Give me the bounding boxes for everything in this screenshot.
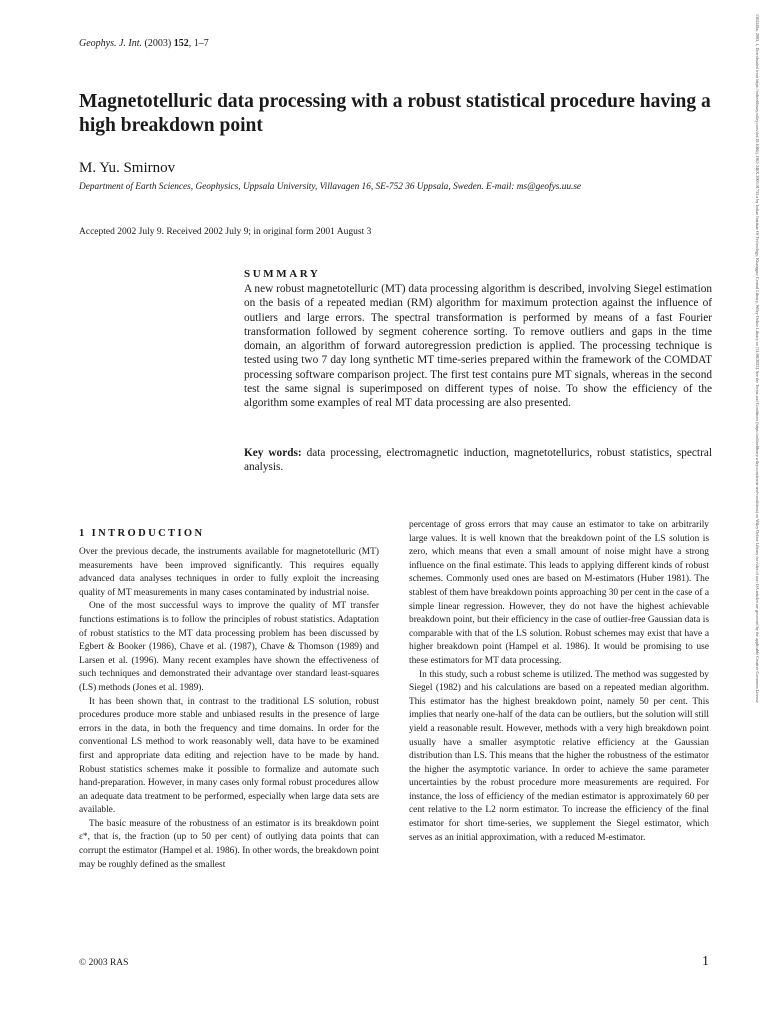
keywords	[244, 446, 712, 475]
section-heading-introduction: 1 INTRODUCTION	[79, 528, 205, 539]
download-margin-note: 1365246x, 2003, 1, Downloaded from https://onlinelibrary.wiley.com/doi/10.1046/j.1365-246X.2003.01733.x by Indian Institute Of Technology, Kharagpur Central Library, Wiley Online Library on [31/08/2023]. See the Terms and Conditions (https://onlinelibrary.wiley.com/terms-and-conditions) on Wiley Online Library for rules of use; OA articles are governed by the applicable Creative Commons License	[755, 14, 760, 703]
journal-pages: , 1–7	[188, 38, 209, 49]
copyright-notice: © 2003 RAS	[79, 958, 129, 968]
paragraph: It has been shown that, in contrast to the traditional LS solution, robust procedures produce more stable and unbiased results in the presence of large errors in the data, in both the frequency and time domains. In order for the conventional LS method to work reasonably well, data have to be examined first and appropriate data editing and rejection have to be made by hand. Robust statistics schemes make it possible to formalize and automate such hand-preparation. However, in many cases only formal robust procedures allow an adequate data treatment to be performed, especially when large data sets are available.	[79, 696, 379, 816]
paragraph: In this study, such a robust scheme is utilized. The method was suggested by Siegel (1982) and his calculations are based on a repeated median algorithm. This estimator has the highest breakdown point, namely 50 per cent. This implies that nearly one-half of the data can be outliers, but the solution will still yield a reasonable result. However, methods with a very high breakdown point usually have a smaller asymptotic relative efficiency at the Gaussian distribution than LS. This means that the higher the robustness of the estimator the higher the asymptotic variance. In order to achieve the same parameter uncertainties by the robust procedure more measurements are required. For instance, the loss of efficiency of the median estimator is approximately 60 per cent relative to the L2 norm estimator. To increase the efficiency of the final estimator for short time-series, we supplement the Siegel estimator, which serves as an initial approximation, with a reduced M-estimator.	[409, 669, 709, 843]
keywords-text: data processing, electromagnetic induction, magnetotellurics, robust statistics, spectral analysis.	[244, 447, 712, 474]
paper-title: Magnetotelluric data processing with a robust statistical procedure having a high breakdown point	[79, 91, 711, 136]
paragraph: The basic measure of the robustness of an estimator is its breakdown point ε*, that is, the fraction (up to 50 per cent) of outlying data points that can corrupt the estimator (Hampel et al. 1986). In other words, the breakdown point may be roughly defined as the smallest	[79, 818, 379, 870]
publication-dates: Accepted 2002 July 9. Received 2002 July 9; in original form 2001 August 3	[79, 227, 372, 237]
page-number: 1	[702, 954, 709, 969]
left-column	[79, 546, 379, 872]
paragraph: One of the most successful ways to improve the quality of MT transfer functions estimations is to follow the principles of robust statistics. Adaptation of robust statistics to the MT data processing problem has been discussed by Egbert & Booker (1986), Chave et al. (1987), Chave & Thomson (1989) and Larsen et al. (1996). Many recent examples have shown the effectiveness of such techniques and demonstrated their advantage over standard least-squares (LS) methods (Jones et al. 1989).	[79, 601, 379, 693]
right-column	[409, 519, 709, 845]
journal-reference	[79, 38, 209, 49]
journal-volume: 152	[173, 38, 189, 49]
summary-heading: SUMMARY	[244, 268, 321, 280]
paragraph: percentage of gross errors that may cause an estimator to take on arbitrarily large values. It is well known that the breakdown point of the LS solution is zero, which means that even a small amount of noise might have a strong influence on the final estimate. This leads to applying different kinds of robust schemes. Commonly used ones are based on M-estimators (Huber 1981). The stablest of them have breakdown points approaching 30 per cent in the case of a simple linear regression. However, they do not have the highest achievable breakdown point, but their efficiency in the case of outlier-free Gaussian data is comparable with that of the LS solution. Robust schemes may exist that have a higher breakdown point (Hampel et al. 1986). It would be promising to use these estimators for MT data processing.	[409, 520, 709, 666]
paragraph: Over the previous decade, the instruments available for magnetotelluric (MT) measurements have been improved significantly. This requires equally advanced data analyses techniques in order to fully exploit the increasing quality of MT measurements in many cases contaminated by industrial noise.	[79, 547, 379, 598]
summary-text: A new robust magnetotelluric (MT) data processing algorithm is described, involving Siegel estimation on the basis of a repeated median (RM) algorithm for maximum protection against the influence of outliers and large errors. The spectral transformation is performed by means of a fast Fourier transformation followed by segment coherence sorting. To remove outliers and gaps in the time domain, an algorithm of forward autoregression prediction is applied. The processing technique is tested using two 7 day long synthetic MT time-series prepared within the framework of the COMDAT processing software comparison project. The first test contains pure MT signals, whereas in the second test the same signal is superimposed on different types of noise. To show the efficiency of the algorithm some examples of real MT data processing are also presented.	[244, 283, 712, 410]
journal-name: Geophys. J. Int.	[79, 38, 143, 49]
journal-year: (2003)	[144, 38, 172, 49]
keywords-label: Key words:	[244, 447, 302, 459]
author-affiliation: Department of Earth Sciences, Geophysics, Uppsala University, Villavagen 16, SE-752 36 Uppsala, Sweden. E-mail: ms@geofys.uu.se	[79, 182, 582, 192]
author-name: M. Yu. Smirnov	[79, 160, 176, 176]
